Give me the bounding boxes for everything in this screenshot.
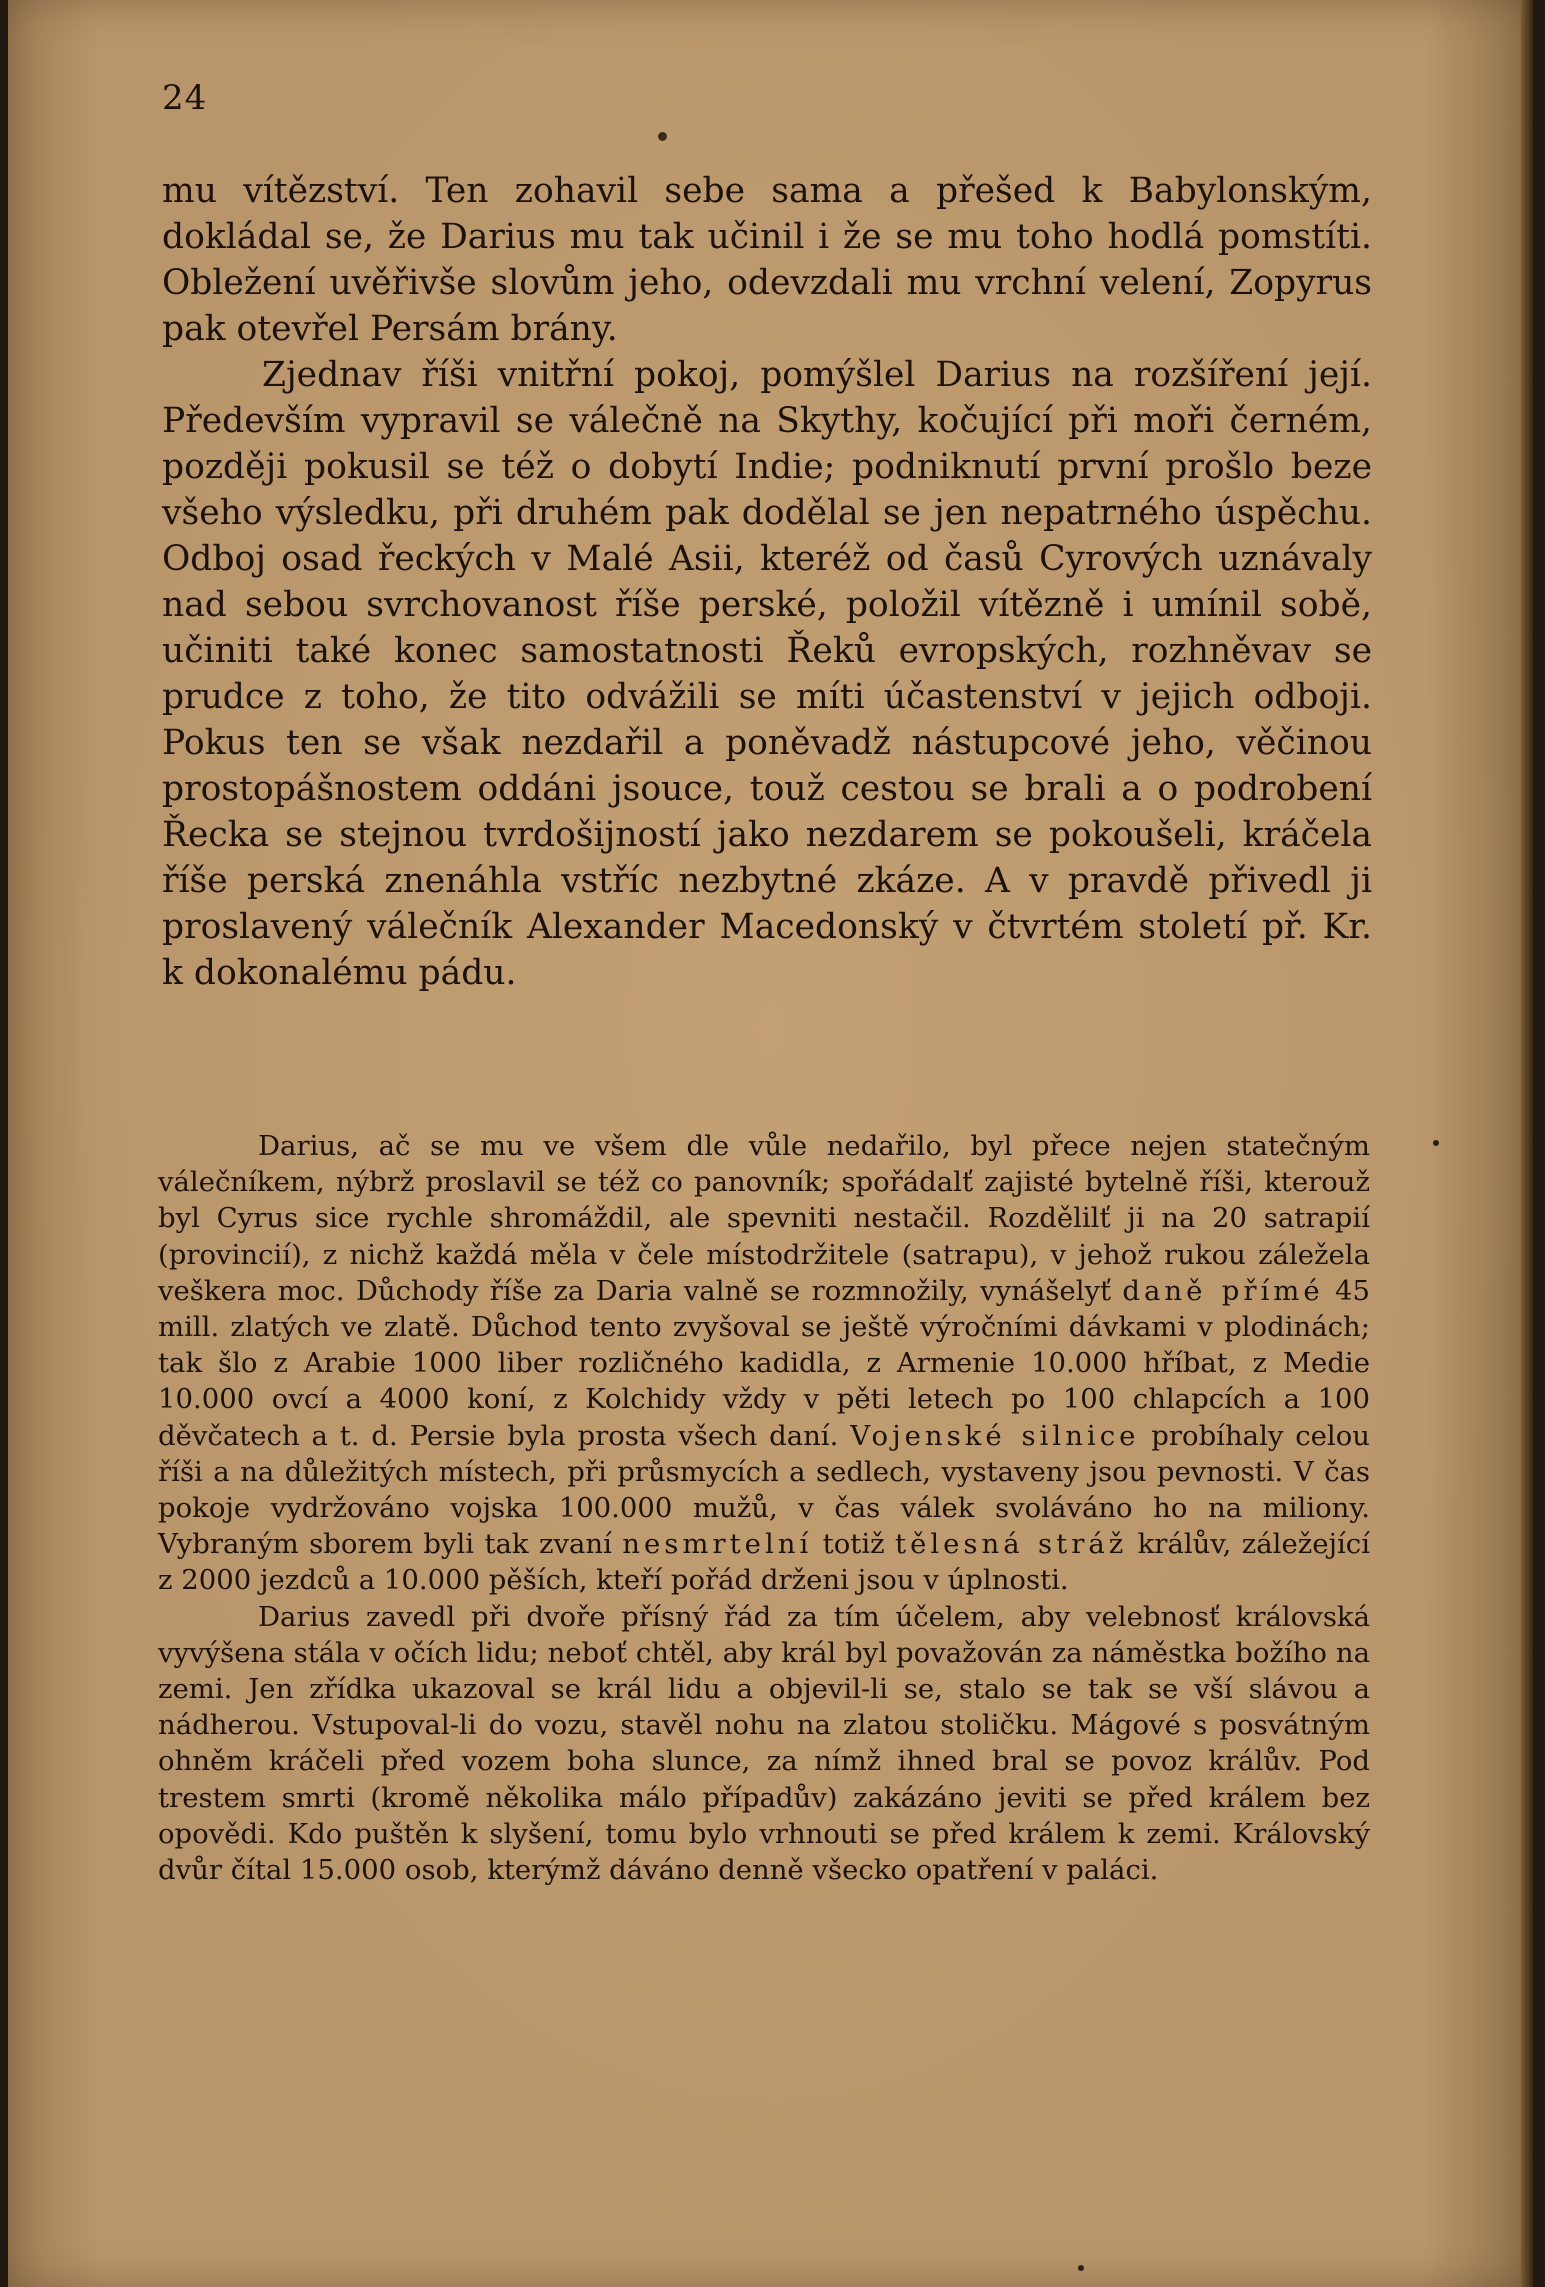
bottom-speck: [1078, 2265, 1084, 2271]
note-1-text-i: králův, záležející z 2000 jezdců a 10.000 pěších, kteří pořád drženi jsou v úplnosti.: [158, 1528, 1370, 1597]
note-paragraph-2: Darius zavedl při dvoře přísný řád za tím účelem, aby velebnosť královská vyvýšena stála v očích lidu; neboť chtěl, aby král byl považován za náměstka božího na zemi. Jen zřídka ukazoval se král lidu a objevil-li se, stalo se tak se vší slávou a nádherou. Vstupoval-li do vozu, stavěl nohu na zlatou stoličku. Mágové s posvátným ohněm kráčeli před vozem boha slunce, za nímž ihned bral se povoz králův. Pod trestem smrti (kromě několika málo případův) zakázáno jeviti se před králem bez opovědi. Kdo puštěn k slyšení, tomu bylo vrhnouti se před králem k zemi. Královský dvůr čítal 15.000 osob, kterýmž dáváno denně všecko opatření v paláci.: [158, 1600, 1370, 1887]
book-page: [8, 0, 1533, 2287]
book-spine-edge: [1521, 0, 1533, 2287]
note-1-text-g: totiž: [822, 1528, 885, 1561]
main-paragraph-2: Zjednav říši vnitřní pokoj, pomýšlel Darius na rozšíření její. Především vypravil se válečně na Skythy, kočující při moři černém, později pokusil se též o dobytí Indie; podniknutí první prošlo beze všeho výsledku, při druhém pak dodělal se jen nepatrného úspěchu. Odboj osad řeckých v Malé Asii, kteréž od časů Cyrových uznávaly nad sebou svrchovanost říše perské, položil vítězně i umínil sobě, učiniti také konec samostatnosti Řeků evropských, rozhněvav se prudce z toho, že tito odvážili se míti účastenství v jejich odboji. Pokus ten se však nezdařil a poněvadž nástupcové jeho, věčinou prostopášnostem oddáni jsouce, touž cestou se brali a o podrobení Řecka se stejnou tvrdošijností jako nezdarem se pokoušeli, kráčela říše perská znenáhla vstříc nezbytné zkáze. A v pravdě přivedl ji proslavený válečník Alexander Macedonský v čtvrtém století př. Kr. k dokonalému pádu.: [162, 355, 1372, 993]
ink-speck: [658, 132, 667, 141]
main-paragraph-1: mu vítězství. Ten zohavil sebe sama a přešed k Babylonským, dokládal se, že Darius mu tak učinil i že se mu toho hodlá pomstíti. Obležení uvěřivše slovům jeho, odevzdali mu vrchní velení, Zopyrus pak otevřel Persám brány.: [162, 171, 1372, 349]
note-1-text-c: 45 mill. zlatých ve zlatě. Důchod tento zvyšoval se ještě výročními dávkami v plodinách; tak šlo z Arabie 1000 liber rozličného kadidla, z Armenie 10.000 hříbat, z Medie 10.000 ovcí a 4000 koní, z Kolchidy vždy v pěti letech po 100 chlapcích a 100 děvčatech a t. d. Persie byla prosta všech daní.: [158, 1274, 1370, 1452]
page-number: 24: [162, 78, 208, 118]
note-1-emphasis-immortals: nesmrtelní: [622, 1528, 813, 1561]
margin-speck: [1433, 1140, 1439, 1146]
note-1-text-a: Darius, ač se mu ve všem dle vůle nedařilo, byl přece nejen statečným válečníkem, nýbrž proslavil se též co panovník; spořádalť zajisté bytelně říši, kterouž byl Cyrus sice rychle shromáždil, ale spevniti nestačil. Rozdělilť ji na 20 satrapií (provincií), z nichž každá měla v čele místodržitele (satrapu), v jehož rukou záležela veškera moc. Důchody říše za Daria valně se rozmnožily, vynášelyť: [158, 1130, 1370, 1307]
small-print-block: [158, 1128, 1370, 1888]
note-paragraph-1: [158, 1128, 1370, 1599]
note-1-emphasis-roads: Vojenské silnice: [850, 1419, 1140, 1452]
main-text-block: [162, 168, 1372, 996]
note-1-emphasis-taxes: daně přímé: [1122, 1274, 1324, 1307]
note-1-text-e: probíhaly celou říši a na důležitých místech, při průsmycích a sedlech, vystaveny jsou pevnosti. V čas pokoje vydržováno vojska 100.000 mužů, v čas válek svoláváno ho na miliony. Vybraným sborem byli tak zvaní: [158, 1419, 1370, 1561]
note-1-emphasis-guard: tělesná stráž: [895, 1528, 1128, 1561]
